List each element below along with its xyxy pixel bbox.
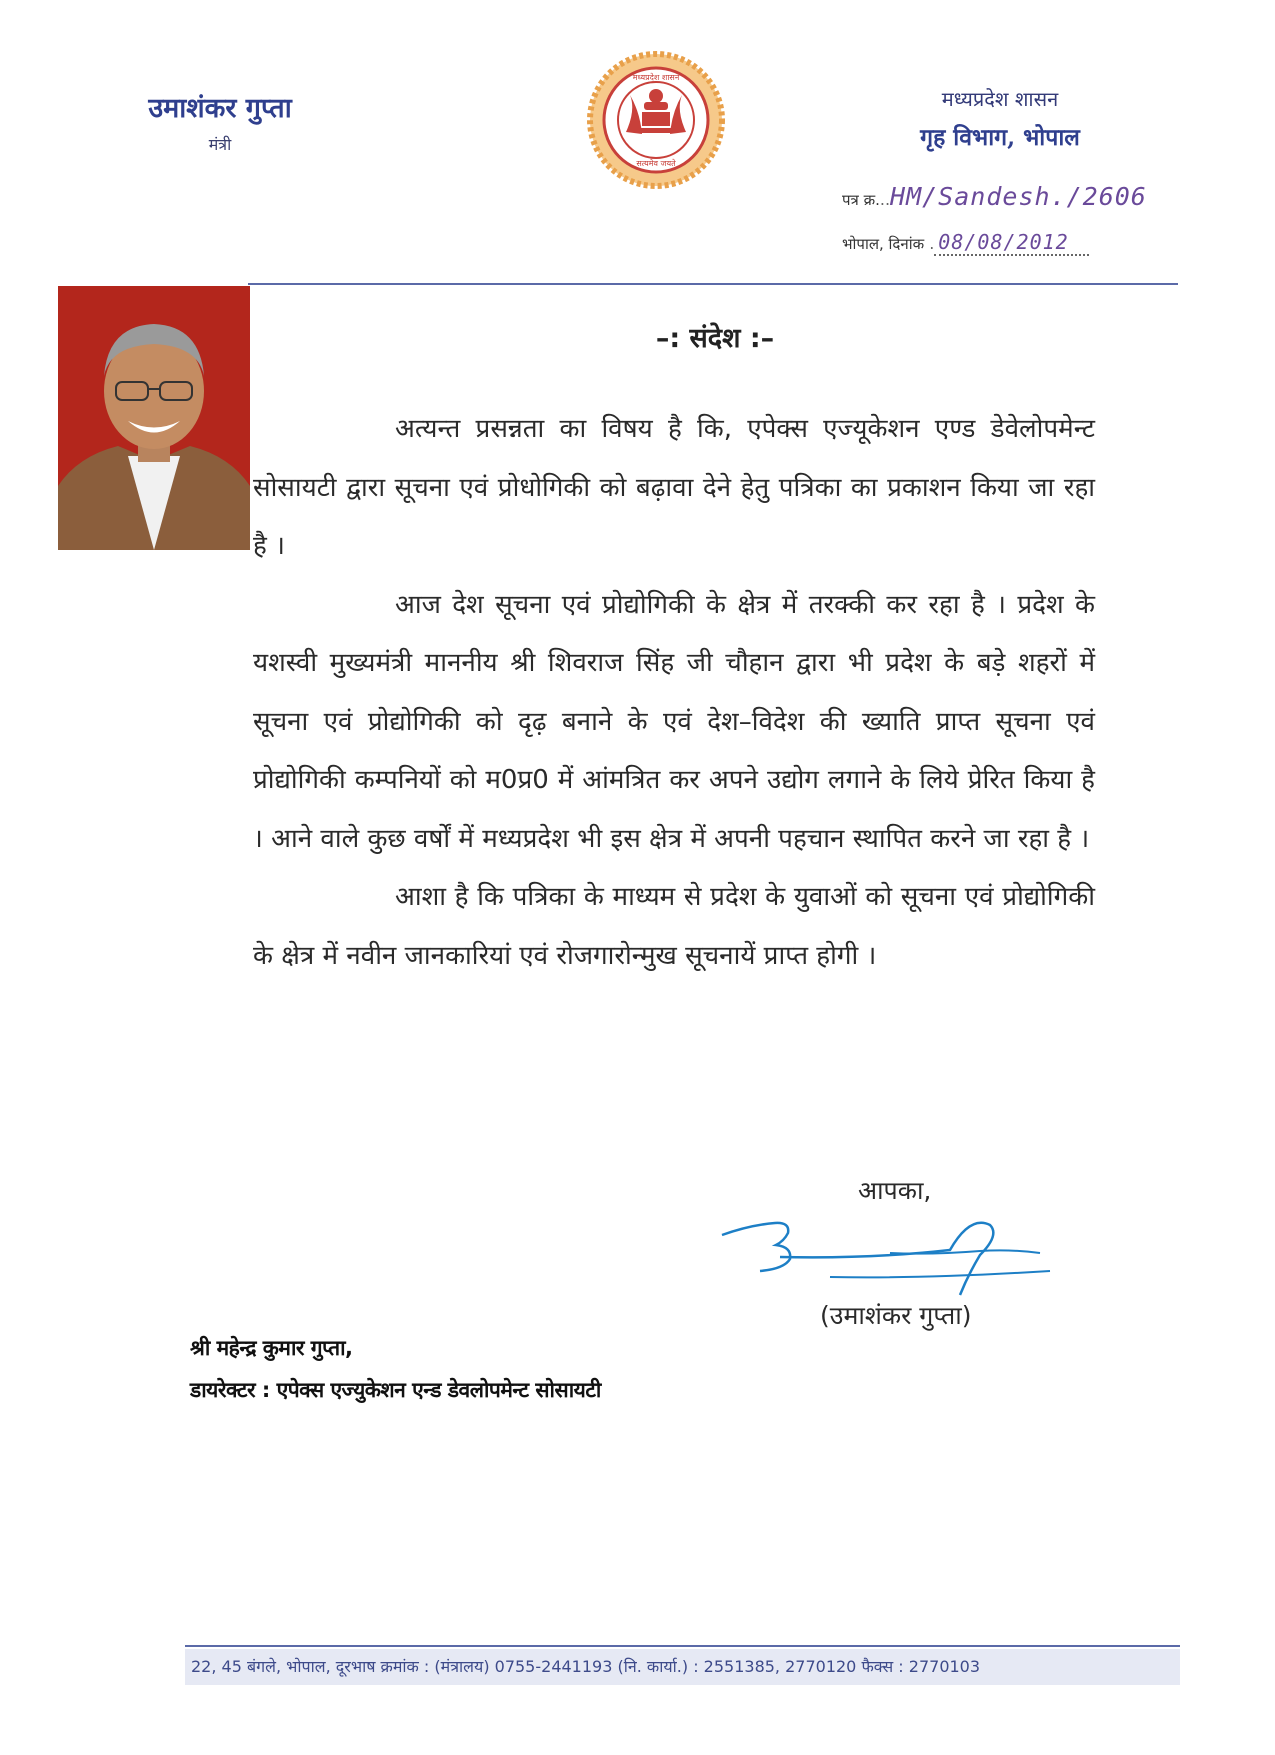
footer-divider: [185, 1645, 1180, 1647]
seal-text-bottom: सत्यमेव जयते: [636, 159, 676, 168]
date-value: 08/08/2012: [934, 230, 1088, 256]
letter-number-value: HM/Sandesh./2606: [890, 182, 1147, 211]
header-divider: [248, 283, 1178, 285]
message-body: [253, 400, 1095, 985]
government-name: मध्यप्रदेश शासन: [941, 87, 1059, 111]
recipient-name: श्री महेन्द्र कुमार गुप्ता,: [190, 1336, 353, 1360]
message-heading: –: संदेश :–: [655, 323, 775, 354]
letter-number-row: पत्र क्र...HM/Sandesh./2606: [842, 182, 1147, 211]
signatory-name: (उमाशंकर गुप्ता): [820, 1301, 972, 1330]
department-name: गृह विभाग, भोपाल: [920, 124, 1080, 151]
handwritten-signature: [720, 1195, 1060, 1315]
department-header: [880, 85, 1120, 152]
body-paragraph-3: आशा है कि पत्रिका के माध्यम से प्रदेश के युवाओं को सूचना एवं प्रोद्योगिकी के क्षेत्र में नवीन जानकारियां एवं रोजगारोन्मुख सूचनायें प्राप्त होगी ।: [253, 882, 1095, 971]
date-row: भोपाल, दिनांक . 08/08/2012: [842, 230, 1089, 254]
body-paragraph-2: आज देश सूचना एवं प्रोद्योगिकी के क्षेत्र में तरक्की कर रहा है । प्रदेश के यशस्वी मुख्यमंत्री माननीय श्री शिवराज सिंह जी चौहान द्वारा भी प्रदेश के बड़े शहरों में सूचना एवं प्रोद्योगिकी को दृढ़ बनाने के एवं देश–विदेश की ख्याति प्राप्त सूचना एवं प्रोद्योगिकी कम्पनियों को म0प्र0 में आंमत्रित कर अपने उद्योग लगाने के लिये प्रेरित किया है । आने वाले कुछ वर्षों में मध्यप्रदेश भी इस क्षेत्र में अपनी पहचान स्थापित करने जा रहा है ।: [253, 589, 1095, 854]
minister-header: [120, 88, 320, 155]
seal-text-top: मध्यप्रदेश शासन: [632, 73, 680, 82]
minister-title: मंत्री: [208, 135, 232, 154]
state-emblem-seal: [586, 50, 726, 190]
minister-photo: [58, 286, 250, 550]
body-paragraph-1: अत्यन्त प्रसन्नता का विषय है कि, एपेक्स एज्यूकेशन एण्ड डेवेलोपमेन्ट सोसायटी द्वारा सूचना एवं प्रोधोगिकी को बढ़ावा देने हेतु पत्रिका का प्रकाशन किया जा रहा है ।: [253, 414, 1095, 561]
minister-name: उमाशंकर गुप्ता: [148, 93, 292, 124]
recipient-block: [190, 1327, 601, 1411]
closing-salutation: आपका,: [858, 1176, 932, 1205]
date-label: भोपाल, दिनांक: [842, 235, 925, 253]
recipient-designation: डायरेक्टर : एपेक्स एज्युकेशन एन्ड डेवलोपमेन्ट सोसायटी: [190, 1378, 601, 1402]
footer-address: 22, 45 बंगले, भोपाल, दूरभाष क्रमांक : (मंत्रालय) 0755-2441193 (नि. कार्या.) : 2551385, 2770120 फैक्स : 2770103: [185, 1649, 1180, 1685]
letter-number-label: पत्र क्र.: [842, 191, 880, 209]
